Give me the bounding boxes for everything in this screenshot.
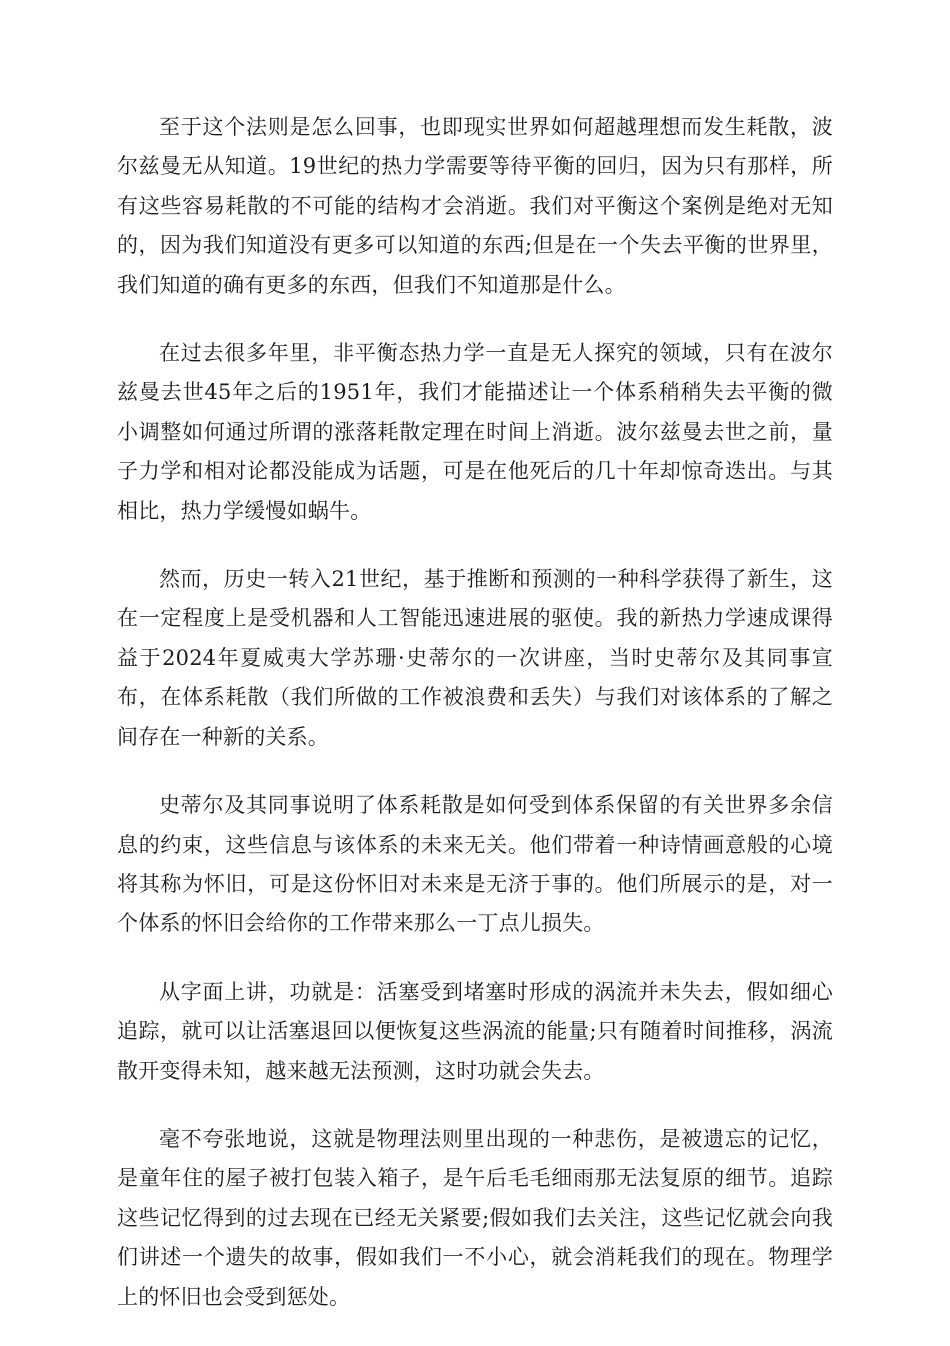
article-body (117, 108, 833, 1346)
paragraph-2: 在过去很多年里，非平衡态热力学一直是无人探究的领域，只有在波尔兹曼去世45年之后的1951年，我们才能描述让一个体系稍稍失去平衡的微小调整如何通过所谓的涨落耗散定理在时间上消逝。波尔兹曼去世之前，量子力学和相对论都没能成为话题，可是在他死后的几十年却惊奇迭出。与其相比，热力学缓慢如蜗牛。 (117, 341, 833, 523)
paragraph-6: 毫不夸张地说，这就是物理法则里出现的一种悲伤，是被遗忘的记忆，是童年住的屋子被打包装入箱子，是午后毛毛细雨那无法复原的细节。追踪这些记忆得到的过去现在已经无关紧要;假如我们去关注，这些记忆就会向我们讲述一个遗失的故事，假如我们一不小心，就会消耗我们的现在。物理学上的怀旧也会受到惩处。 (117, 1126, 833, 1309)
paragraph-1: 至于这个法则是怎么回事，也即现实世界如何超越理想而发生耗散，波尔兹曼无从知道。19世纪的热力学需要等待平衡的回归，因为只有那样，所有这些容易耗散的不可能的结构才会消逝。我们对平衡这个案例是绝对无知的，因为我们知道没有更多可以知道的东西;但是在一个失去平衡的世界里，我们知道的确有更多的东西，但我们不知道那是什么。 (117, 115, 833, 297)
paragraph-5: 从字面上讲，功就是：活塞受到堵塞时形成的涡流并未失去，假如细心追踪，就可以让活塞退回以便恢复这些涡流的能量;只有随着时间推移，涡流散开变得未知，越来越无法预测，这时功就会失去。 (117, 979, 833, 1083)
paragraph-3: 然而，历史一转入21世纪，基于推断和预测的一种科学获得了新生，这在一定程度上是受机器和人工智能迅速进展的驱使。我的新热力学速成课得益于2024年夏威夷大学苏珊·史蒂尔的一次讲座，当时史蒂尔及其同事宣布，在体系耗散（我们所做的工作被浪费和丢失）与我们对该体系的了解之间存在一种新的关系。 (117, 567, 833, 749)
paragraph-4: 史蒂尔及其同事说明了体系耗散是如何受到体系保留的有关世界多余信息的约束，这些信息与该体系的未来无关。他们带着一种诗情画意般的心境将其称为怀旧，可是这份怀旧对未来是无济于事的。他们所展示的是，对一个体系的怀旧会给你的工作带来那么一丁点儿损失。 (117, 793, 833, 936)
